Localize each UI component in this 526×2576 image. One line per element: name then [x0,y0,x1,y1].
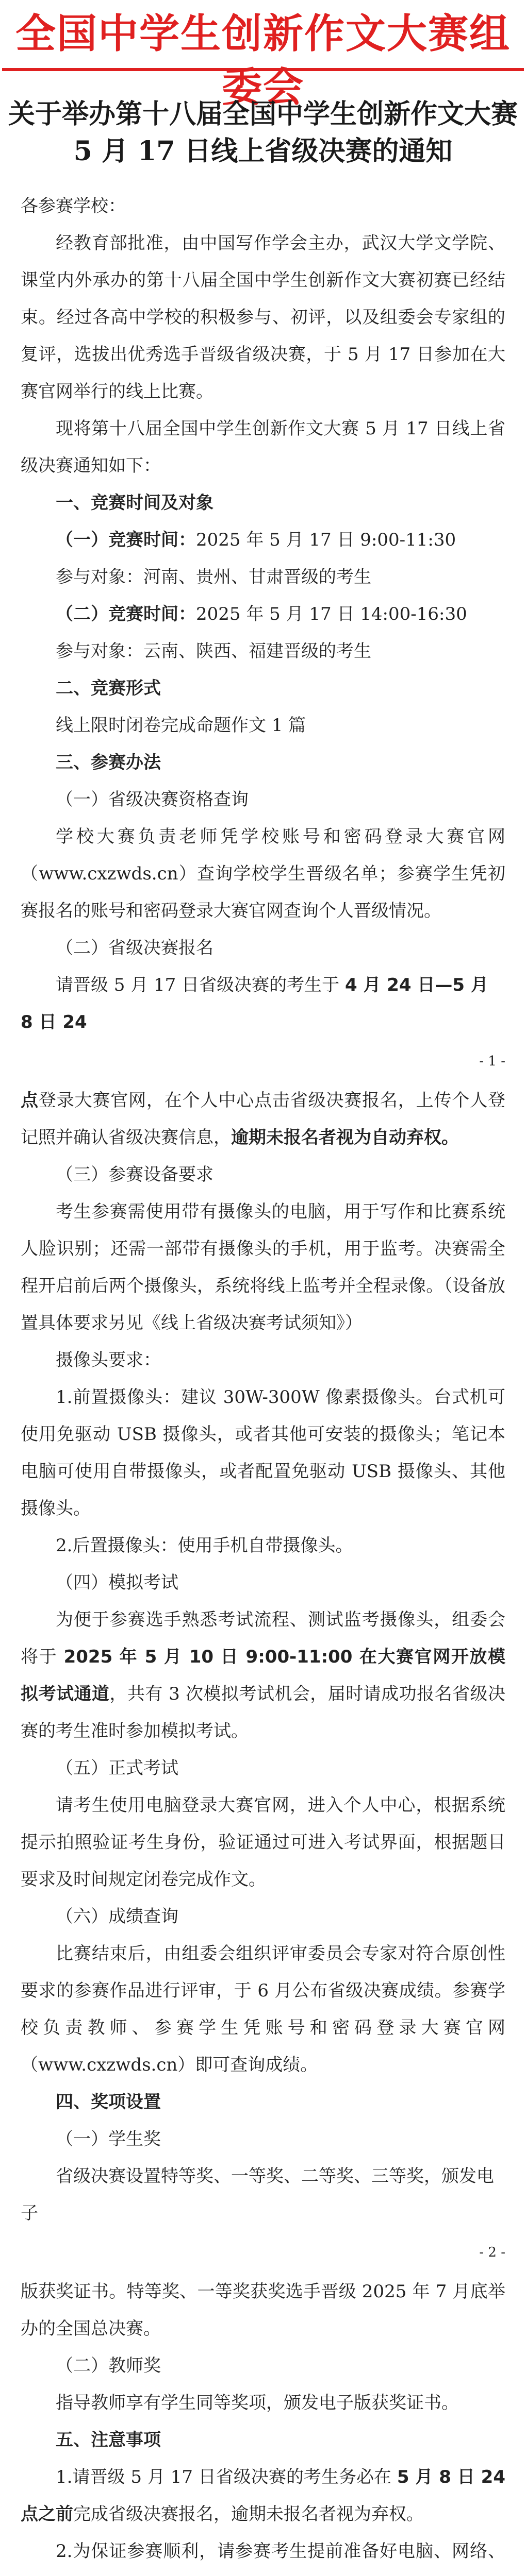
mock-exam-text-a: 为便于参赛选手熟悉考试流程、测试监考摄像头，组委会将于 [21,1609,505,1667]
section-3-sub-3: （三）参赛设备要求 [56,1164,213,1185]
mock-exam-date: 2025 年 5 月 10 日 9:00-11:00 在大赛官网开放模拟考试通道 [21,1647,505,1704]
section-3-heading: 三、参赛办法 [56,752,161,773]
section-4-sub-1-cont: 版获奖证书。特等奖、一等奖获奖选手晋级 2025 年 7 月底举办的全国总决赛。 [21,2281,505,2339]
section-2-heading: 二、竞赛形式 [56,678,161,699]
section-1-target-1: 参与对象：河南、贵州、甘肃晋级的考生 [56,567,371,587]
section-4-sub-2: （二）教师奖 [56,2355,161,2376]
item-1-label: （一）竞赛时间： [56,530,196,550]
registration-deadline-warning: 逾期未报名者视为自动弃权。 [231,1127,459,1148]
section-3-sub-1-text: 学校大赛负责老师凭学校账号和密码登录大赛官网（www.cxzwds.cn）查询学校学生晋级名单；参赛学生凭初赛报名的账号和密码登录大赛官网查询个人晋级情况。 [21,826,505,921]
section-1-heading: 一、竞赛时间及对象 [56,493,213,513]
intro-paragraph-1: 经教育部批准，由中国写作学会主办，武汉大学文学院、课堂内外承办的第十八届全国中学生创新作文大赛初赛已经结束。经过各高中学校的积极参与、初评，以及组委会专家组的复评，选拔出优秀选手晋级省级决赛，于 5 月 17 日参加在大赛官网举行的线上比赛。 [21,233,505,402]
note-1 [21,2459,505,2533]
section-5-heading: 五、注意事项 [56,2430,161,2450]
mock-exam-text-c: ，共有 3 次模拟考试机会，届时请成功报名省级决赛的考生准时参加模拟考试。 [21,1684,506,1741]
notice-title-line2: 5 月 17 日线上省级决赛的通知 [73,135,453,167]
section-3-sub-1: （一）省级决赛资格查询 [56,789,249,810]
rear-camera-text: 2.后置摄像头：使用手机自带摄像头。 [56,1535,353,1556]
notice-body [0,188,526,1041]
intro-paragraph-2: 现将第十八届全国中学生创新作文大赛 5 月 17 日线上省级决赛通知如下： [21,418,505,476]
registration-instructions: 登录大赛官网，在个人中心点击省级决赛报名，上传个人登记照并确认省级决赛信息， [21,1090,506,1148]
section-3-sub-3-text: 考生参赛需使用带有摄像头的电脑，用于写作和比赛系统人脸识别；还需一部带有摄像头的手机，用于监考。决赛需全程开启前后两个摄像头，系统将线上监考并全程录像。（设备放置具体要求另见《线上省级决赛考试须知》） [21,1201,505,1333]
section-3-sub-4: （四）模拟考试 [56,1572,178,1593]
page-number-1: - 1 - [479,1054,505,1069]
notice-title [0,96,526,170]
section-3-sub-6: （六）成绩查询 [56,1906,178,1927]
salutation: 各参赛学校： [21,196,126,216]
section-4-heading: 四、奖项设置 [56,2092,161,2112]
notice-body-page3 [0,2273,526,2576]
item-2-time: 2025 年 5 月 17 日 14:00-16:30 [196,604,467,624]
section-3-sub-2-cont [21,1082,505,1156]
note-2: 2.为保证参赛顺利，请参赛考生提前准备好电脑、网络、 [56,2541,505,2562]
notice-title-line1: 关于举办第十八届全国中学生创新作文大赛 [8,98,518,130]
section-4-sub-1: （一）学生奖 [56,2129,161,2149]
section-3-sub-6-text: 比赛结束后，由组委会组织评审委员会专家对符合原创性要求的参赛作品进行评审，于 6 月公布省级决赛成绩。参赛学校负责教师、参赛学生凭账号和密码登录大赛官网（www.cxzwds.cn）即可查询成绩。 [21,1943,505,2075]
registration-period: 4 月 24 日—5 月 8 日 24 [21,975,488,1032]
section-1-item-2 [21,596,505,633]
note-1-deadline: 5 月 8 日 24 点之前 [21,2467,505,2524]
notice-body-page2 [0,1082,526,2232]
section-3-sub-2: （二）省级决赛报名 [56,938,213,958]
registration-period-end: 点 [21,1090,39,1111]
note-1-a: 1.请晋级 5 月 17 日省级决赛的考生务必在 [56,2467,397,2487]
section-3-sub-2-text [21,967,505,1041]
registration-text: 请晋级 5 月 17 日省级决赛的考生于 [56,975,345,995]
item-1-time: 2025 年 5 月 17 日 9:00-11:30 [196,530,456,550]
section-3-sub-5: （五）正式考试 [56,1758,178,1778]
masthead-title: 全国中学生创新作文大赛组委会 [15,10,511,111]
front-camera-text: 1.前置摄像头：建议 30W-300W 像素摄像头。台式机可使用免驱动 USB 摄像头，或者其他可安装的摄像头；笔记本电脑可使用自带摄像头，或者配置免驱动 USB 摄像头、其他摄像头。 [21,1387,505,1519]
section-4-sub-2-text: 指导教师享有学生同等奖项，颁发电子版获奖证书。 [56,2393,459,2413]
note-1-c: 完成省级决赛报名，逾期未报名者视为弃权。 [73,2504,424,2524]
item-2-label: （二）竞赛时间： [56,604,196,624]
camera-requirements: 摄像头要求： [56,1350,161,1370]
section-1-target-2: 参与对象：云南、陕西、福建晋级的考生 [56,641,371,662]
section-4-sub-1-text: 省级决赛设置特等奖、一等奖、二等奖、三等奖，颁发电子 [21,2166,494,2224]
section-1-item-1 [21,521,505,558]
section-3-sub-5-text: 请考生使用电脑登录大赛官网，进入个人中心，根据系统提示拍照验证考生身份，验证通过可进入考试界面，根据题目要求及时间规定闭卷完成作文。 [21,1795,505,1890]
page-number-2: - 2 - [479,2245,505,2260]
section-3-sub-4-text [21,1601,505,1750]
section-2-text: 线上限时闭卷完成命题作文 1 篇 [56,715,306,736]
